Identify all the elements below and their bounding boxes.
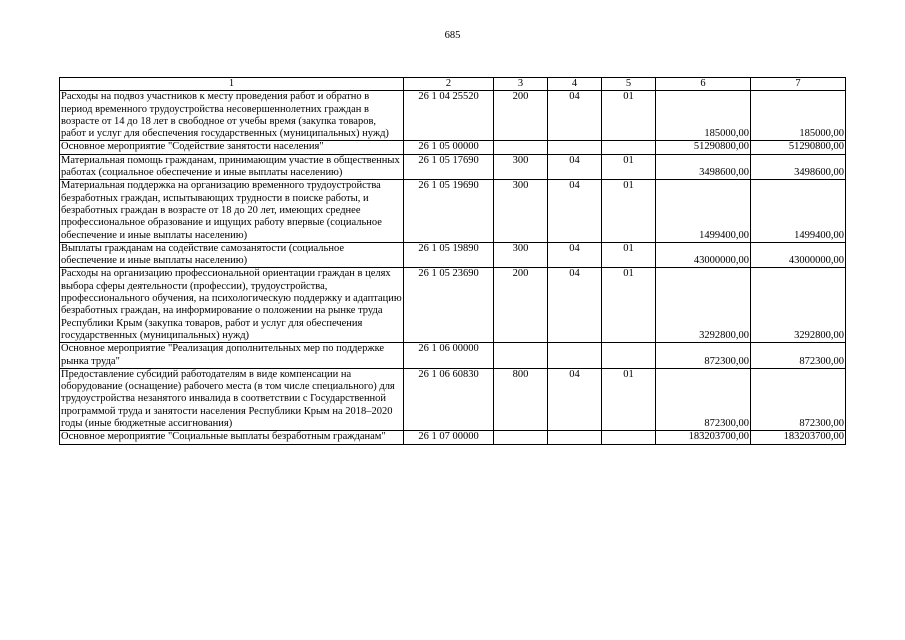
expense-type-code: 300 [494, 180, 548, 242]
amount-col7: 43000000,00 [751, 242, 846, 268]
row-description: Основное мероприятие "Содействие занятости населения" [60, 141, 404, 154]
table-row [60, 343, 846, 369]
row-description: Расходы на подвоз участников к месту проведения работ и обратно в период временного трудоустройства несовершеннолетних граждан в возрасте от 14 до 18 лет в свободное от учебы время (закупка товаров, работ и услуг для обеспечения государственных (муниципальных) нужд) [60, 91, 404, 141]
amount-col7: 3292800,00 [751, 268, 846, 343]
budget-code: 26 1 06 00000 [404, 343, 494, 369]
amount-col6: 872300,00 [656, 343, 751, 369]
subsection-code: 01 [602, 154, 656, 180]
table-header-row [60, 78, 846, 91]
budget-code: 26 1 05 17690 [404, 154, 494, 180]
column-header: 3 [494, 78, 548, 91]
table-row [60, 141, 846, 154]
column-header: 6 [656, 78, 751, 91]
amount-col6: 51290800,00 [656, 141, 751, 154]
amount-col6: 3292800,00 [656, 268, 751, 343]
section-code: 04 [548, 154, 602, 180]
budget-code: 26 1 04 25520 [404, 91, 494, 141]
amount-col7: 3498600,00 [751, 154, 846, 180]
row-description: Материальная помощь гражданам, принимающим участие в общественных работах (социальное обеспечение и иные выплаты населению) [60, 154, 404, 180]
budget-code: 26 1 05 19690 [404, 180, 494, 242]
column-header: 2 [404, 78, 494, 91]
column-header: 7 [751, 78, 846, 91]
subsection-code [602, 431, 656, 444]
section-code: 04 [548, 268, 602, 343]
amount-col6: 185000,00 [656, 91, 751, 141]
budget-code: 26 1 05 00000 [404, 141, 494, 154]
row-description: Выплаты гражданам на содействие самозанятости (социальное обеспечение и иные выплаты населению) [60, 242, 404, 268]
expense-type-code [494, 343, 548, 369]
row-description: Основное мероприятие "Реализация дополнительных мер по поддержке рынка труда" [60, 343, 404, 369]
section-code [548, 431, 602, 444]
page-number: 685 [444, 30, 461, 41]
column-header: 1 [60, 78, 404, 91]
amount-col7: 51290800,00 [751, 141, 846, 154]
budget-table [59, 77, 846, 445]
subsection-code [602, 343, 656, 369]
budget-code: 26 1 06 60830 [404, 368, 494, 430]
subsection-code: 01 [602, 368, 656, 430]
amount-col6: 872300,00 [656, 368, 751, 430]
budget-code: 26 1 05 19890 [404, 242, 494, 268]
table-row [60, 431, 846, 444]
row-description: Основное мероприятие "Социальные выплаты безработным гражданам" [60, 431, 404, 444]
table-row [60, 91, 846, 141]
amount-col7: 872300,00 [751, 343, 846, 369]
section-code: 04 [548, 368, 602, 430]
expense-type-code: 800 [494, 368, 548, 430]
expense-type-code: 200 [494, 268, 548, 343]
amount-col6: 1499400,00 [656, 180, 751, 242]
amount-col7: 1499400,00 [751, 180, 846, 242]
amount-col6: 183203700,00 [656, 431, 751, 444]
table-row [60, 180, 846, 242]
table-row [60, 368, 846, 430]
expense-type-code: 200 [494, 91, 548, 141]
section-code [548, 343, 602, 369]
subsection-code [602, 141, 656, 154]
section-code: 04 [548, 91, 602, 141]
subsection-code: 01 [602, 242, 656, 268]
table-row [60, 268, 846, 343]
subsection-code: 01 [602, 180, 656, 242]
expense-type-code: 300 [494, 154, 548, 180]
row-description: Материальная поддержка на организацию временного трудоустройства безработных граждан, испытывающих трудности в поиске работы, и безработных граждан в возрасте от 18 до 20 лет, имеющих среднее профессиональное образование и ищущих работу впервые (социальное обеспечение и иные выплаты населению) [60, 180, 404, 242]
expense-type-code [494, 431, 548, 444]
row-description: Предоставление субсидий работодателям в виде компенсации на оборудование (оснащение) рабочего места (в том числе специального) для трудоустройства незанятого инвалида в соответствии с Государственной программой труда и занятости населения Республики Крым на 2018–2020 годы (иные бюджетные ассигнования) [60, 368, 404, 430]
amount-col6: 43000000,00 [656, 242, 751, 268]
section-code [548, 141, 602, 154]
expense-type-code [494, 141, 548, 154]
row-description: Расходы на организацию профессиональной ориентации граждан в целях выбора сферы деятельности (профессии), трудоустройства, профессионального обучения, на психологическую поддержку и адаптацию безработных граждан, на информирование о положении на рынке труда Республики Крым (закупка товаров, работ и услуг для обеспечения государственных (муниципальных) нужд) [61, 268, 402, 341]
amount-col7: 872300,00 [751, 368, 846, 430]
amount-col7: 185000,00 [751, 91, 846, 141]
column-header: 5 [602, 78, 656, 91]
amount-col6: 3498600,00 [656, 154, 751, 180]
subsection-code: 01 [602, 268, 656, 343]
subsection-code: 01 [602, 91, 656, 141]
table-row [60, 154, 846, 180]
section-code: 04 [548, 180, 602, 242]
section-code: 04 [548, 242, 602, 268]
expense-type-code: 300 [494, 242, 548, 268]
table-row [60, 242, 846, 268]
amount-col7: 183203700,00 [751, 431, 846, 444]
column-header: 4 [548, 78, 602, 91]
budget-code: 26 1 05 23690 [404, 268, 494, 343]
budget-code: 26 1 07 00000 [404, 431, 494, 444]
